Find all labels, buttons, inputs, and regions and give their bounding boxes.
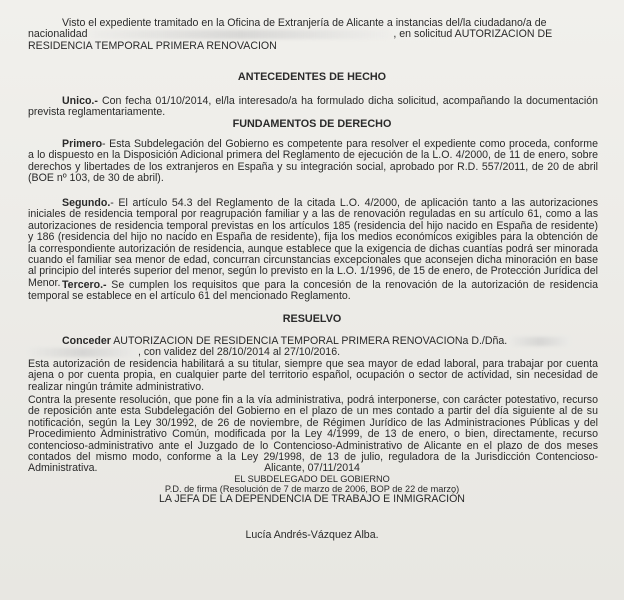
redacted-nationality <box>90 30 390 39</box>
jefa-title: LA JEFA DE LA DEPENDENCIA DE TRABAJO E INMIGRACIÓN <box>159 493 465 505</box>
unico-text: Con fecha 01/10/2014, el/la interesado/a ha formulado dicha solicitud, acompañando la documentación prevista reglamentariamente. <box>28 95 598 119</box>
subdelegado-title: EL SUBDELEGADO DEL GOBIERNO <box>234 474 390 484</box>
antecedentes-heading: ANTECEDENTES DE HECHO <box>237 71 387 83</box>
tercero-paragraph <box>28 280 598 303</box>
intro-nationality-label: nacionalidad <box>28 28 88 41</box>
conceder-text: AUTORIZACION DE RESIDENCIA TEMPORAL PRIMERA RENOVACIONa D./Dña. <box>113 335 508 347</box>
redacted-name <box>510 337 570 346</box>
primero-text: - Esta Subdelegación del Gobierno es competente para resolver el expediente como proceda, conforme a lo dispuesto en la Disposición Adicional primera del Reglamento de ejecución de la L.O. 4/2000, de 11 de enero, sobre derechos y libertades de los extranjeros en España y su integración social, aprobado por R.D. 557/2011, de 20 de abril (BOE nº 103, de 30 de abril). <box>28 138 598 185</box>
primero-paragraph <box>28 139 598 185</box>
unico-label: Unico.- <box>62 95 98 107</box>
habilitation-paragraph: Esta autorización de residencia habilitará a su titular, siempre que sea mayor de edad laboral, para trabajar por cuenta ajena o por cuenta propia, en cualquier parte del territorio español, ocupación o sector de actividad, sin necesidad de realizar ningún trámite administrativo. <box>28 358 598 393</box>
validity-text: , con validez del 28/10/2014 al 27/10/2016. <box>138 346 341 359</box>
resuelvo-heading: RESUELVO <box>282 313 342 325</box>
unico-paragraph <box>28 96 598 119</box>
place-date: Alicante, 07/11/2014 <box>264 462 360 474</box>
conceder-paragraph <box>28 336 598 359</box>
appeal-paragraph: Contra la presente resolución, que pone fin a la vía administrativa, podrá interponerse, con carácter potestativo, recurso de reposición ante esta Subdelegación del Gobierno en el plazo de un mes contado a partir del día siguiente al de su notificación, según la Ley 30/1992, de 26 de noviembre, de Régimen Jurídico de las Administraciones Públicas y del Procedimiento Administrativo Común, modificada por la Ley 4/1999, de 13 de enero, o bien, directamente, recurso contencioso-administrativo ante el Juzgado de lo Contencioso-Administrativo de Alicante en el plazo de dos meses contados del mismo modo, conforme a la Ley 29/1998, de 13 de julio, reguladora de la Jurisdicción Contencioso-Administrativa. <box>28 394 598 475</box>
segundo-paragraph <box>28 198 598 289</box>
pd-firma: P.D. de firma (Resolución de 7 de marzo de 2006, BOP de 22 de marzo) <box>164 484 460 494</box>
tercero-text: Se cumplen los requisitos que para la concesión de la renovación de la autorización de residencia temporal se establece en el artículo 61 del mencionado Reglamento. <box>28 279 598 303</box>
conceder-label: Conceder <box>62 335 111 347</box>
segundo-text: - El artículo 54.3 del Reglamento de la citada L.O. 4/2000, de aplicación tanto a las autorizaciones iniciales de residencia temporal por reagrupación familiar y a las de renovación reguladas en su artículo 61, como a las autorizaciones de residencia temporal previstas en los artículos 185 (residencia del hijo nacido en España de residente) y 186 (residencia del hijo no nacido en España de residente), fija los medios económicos exigibles para la obtención de la correspondiente autorización de residencia, aunque establece que la exigencia de dichas cuantías podrá ser minorada cuando el familiar sea menor de edad, concurran circunstancias excepcionales que aconsejen dicha minoración en base al principio del interés superior del menor, según lo previsto en la L.O. 1/1996, de 15 de enero, de Protección Jurídica del Menor. <box>28 197 598 289</box>
segundo-label: Segundo. <box>62 197 111 209</box>
intro-line-1: Visto el expediente tramitado en la Oficina de Extranjería de Alicante a instancias del/la ciudadano/a de <box>62 17 547 29</box>
signer-name: Lucía Andrés-Vázquez Alba. <box>245 529 379 541</box>
primero-label: Primero <box>62 138 103 150</box>
intro-line-2-tail: , en solicitud AUTORIZACION DE <box>393 28 553 41</box>
fundamentos-heading: FUNDAMENTOS DE DERECHO <box>232 118 392 130</box>
intro-paragraph <box>28 18 598 52</box>
redacted-name-2 <box>28 348 138 357</box>
intro-line-3: RESIDENCIA TEMPORAL PRIMERA RENOVACION <box>28 39 277 52</box>
tercero-label: Tercero.- <box>62 279 107 291</box>
